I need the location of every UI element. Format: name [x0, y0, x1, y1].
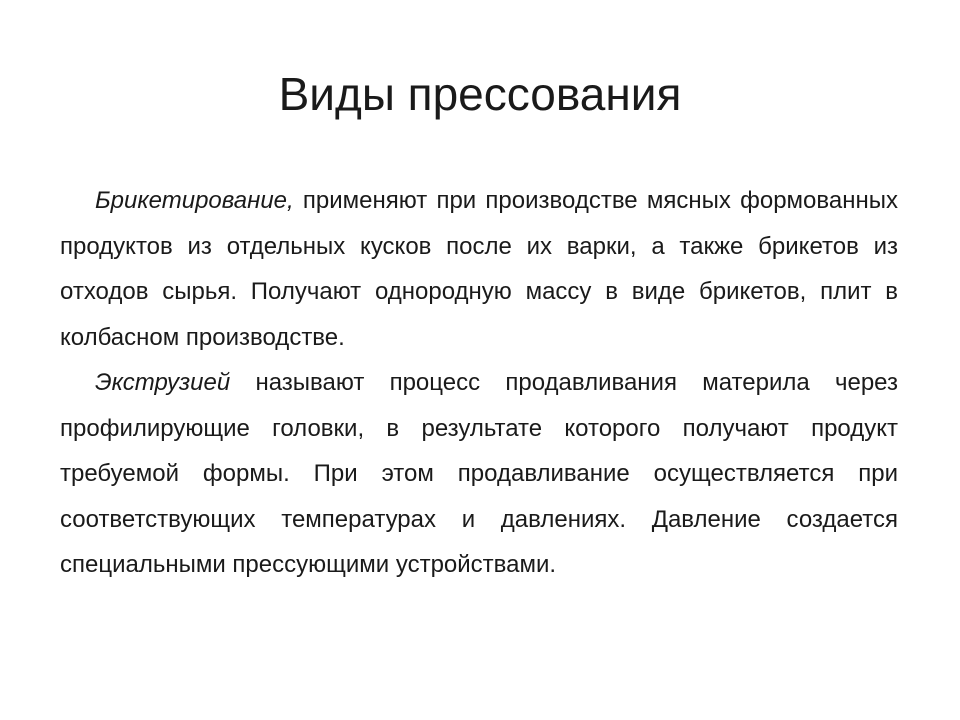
slide-title: Виды прессования — [278, 68, 682, 120]
paragraph-extrusion — [60, 360, 898, 588]
term-extrusion: Экструзией — [95, 369, 231, 396]
paragraph-extrusion-text: называют процесс продавливания материла через профилирующие головки, в результате которого получают продукт требуемой формы. При этом продавливание осуществляется при соответствующих температурах и давлениях. Давление создается специальными прессующими устройствами. — [60, 369, 898, 578]
term-briquetting: Брикетирование, — [95, 187, 294, 214]
slide-body — [60, 178, 898, 588]
paragraph-briquetting — [60, 178, 898, 360]
paragraph-briquetting-text: применяют при производстве мясных формованных продуктов из отдельных кусков после их варки, а также брикетов из отходов сырья. Получают однородную массу в виде брикетов, плит в колбасном производстве. — [60, 187, 898, 351]
